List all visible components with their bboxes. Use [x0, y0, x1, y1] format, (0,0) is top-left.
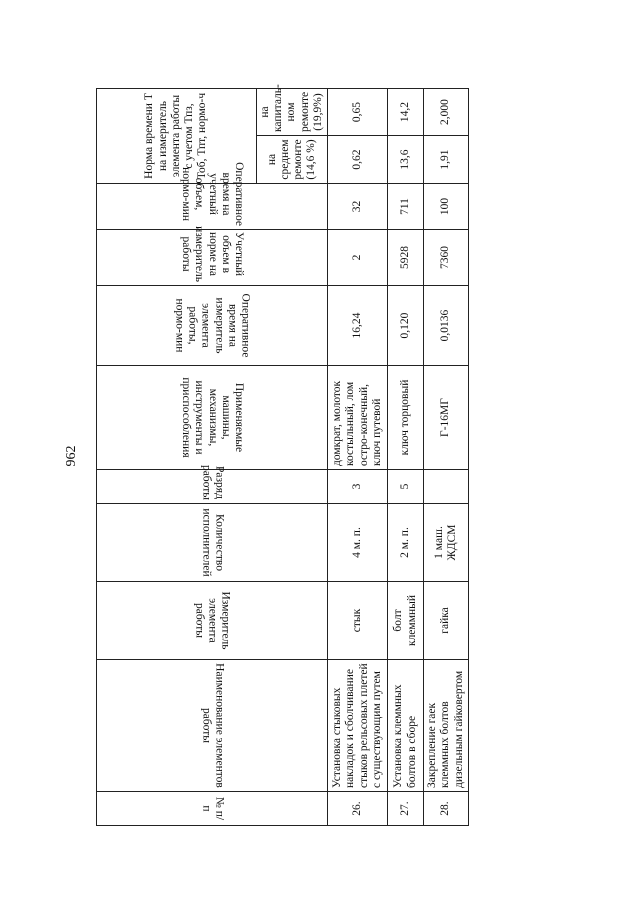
- row27-mid: 13,6: [388, 136, 424, 184]
- row26-workers: 4 м. п.: [328, 504, 388, 582]
- header-name: Наименование элементов работы: [97, 660, 328, 792]
- row28-tools: Г-16МГ: [424, 366, 469, 470]
- row28-mid: 1,91: [424, 136, 469, 184]
- row28-volume: 7360: [424, 230, 469, 286]
- row28-num: 28.: [424, 792, 469, 826]
- row28-grade: [424, 470, 469, 504]
- row26-meter: стык: [328, 582, 388, 660]
- header-cap-repair: на капиталь-ном ремонте (19,9%): [257, 89, 328, 136]
- row27-num: 27.: [388, 792, 424, 826]
- header-workers: Количество исполнителей: [97, 504, 328, 582]
- row28-meter: гайка: [424, 582, 469, 660]
- page-number: 962: [64, 445, 79, 467]
- row26-tools: домкрат, молоток костыльный, лом остро-конечный, ключ путевой: [328, 366, 388, 470]
- row27-meter: болт клеммный: [388, 582, 424, 660]
- row26-volume: 2: [328, 230, 388, 286]
- row26-cap: 0,65: [328, 89, 388, 136]
- norm-table: [96, 84, 469, 826]
- row28-workers: 1 маш. ЖДСМ: [424, 504, 469, 582]
- header-norm-group: Норма времени Т на измеритель элемента работы с учетом Тпз, Тоб, Тпт, нормо-ч: [97, 89, 257, 184]
- row26-num: 26.: [328, 792, 388, 826]
- row26-name: Установка стыковых накладок и сболчивание стыков рельсовых плетей с существующим путем: [328, 660, 388, 792]
- row27-volume: 5928: [388, 230, 424, 286]
- row27-tools: ключ торцовый: [388, 366, 424, 470]
- row27-name: Установка клеммных болтов в сборе: [388, 660, 424, 792]
- row28-cap: 2,000: [424, 89, 469, 136]
- row28-op-time-unit: 0,0136: [424, 286, 469, 366]
- row27-workers: 2 м. п.: [388, 504, 424, 582]
- row28-name: Закрепление гаек клеммных болтов дизельным гайковертом: [424, 660, 469, 792]
- row26-grade: 3: [328, 470, 388, 504]
- norm-table-container: [96, 84, 465, 826]
- row27-cap: 14,2: [388, 89, 424, 136]
- header-meter: Измеритель элемента работы: [97, 582, 328, 660]
- header-mid-repair: на среднем ремонте (14,6 %): [257, 136, 328, 184]
- row28-op-time-total: 100: [424, 184, 469, 230]
- header-grade: Разряд работы: [97, 470, 328, 504]
- header-op-time-unit: Оперативное время на измеритель элемента работы, нормо-мин: [97, 286, 328, 366]
- row26-op-time-total: 32: [328, 184, 388, 230]
- row26-op-time-unit: 16,24: [328, 286, 388, 366]
- header-volume: Учетный объем в норме на измеритель работы: [97, 230, 328, 286]
- header-num: № п/п: [97, 792, 328, 826]
- row27-grade: 5: [388, 470, 424, 504]
- row27-op-time-total: 711: [388, 184, 424, 230]
- header-op-time-total: Оперативное время на учетный объем, нормо-мин: [97, 184, 328, 230]
- row26-mid: 0,62: [328, 136, 388, 184]
- row27-op-time-unit: 0,120: [388, 286, 424, 366]
- header-tools: Применяемые машины, механизмы, инструменты и приспособления: [97, 366, 328, 470]
